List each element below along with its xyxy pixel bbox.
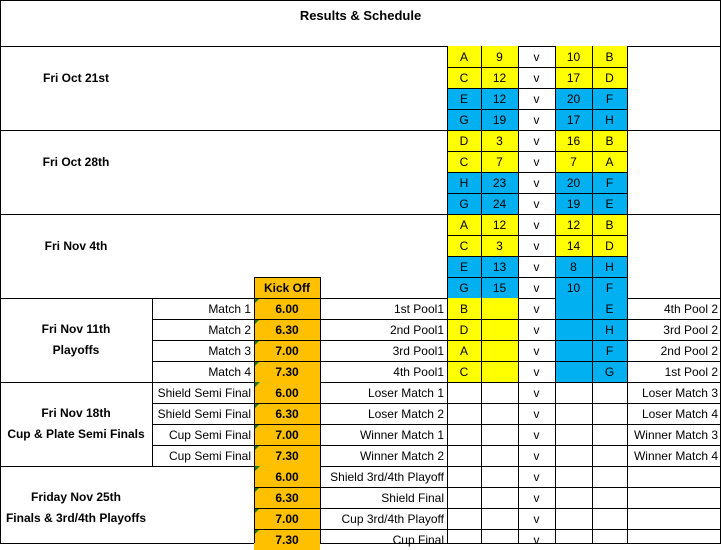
home-score xyxy=(481,424,518,445)
home-description: Cup Final xyxy=(392,532,444,547)
kickoff-time: 6.30 xyxy=(254,319,320,340)
home-score xyxy=(481,382,518,403)
finals-grid-line xyxy=(518,298,519,543)
vs-label: v xyxy=(533,364,540,379)
vs-label: v xyxy=(533,532,540,547)
vs-label: v xyxy=(533,49,540,64)
home-score xyxy=(481,466,518,487)
finals-row-line xyxy=(254,529,721,530)
away-team: B xyxy=(592,46,627,67)
away-score: 8 xyxy=(555,256,592,277)
finals-grid-line xyxy=(152,298,153,466)
finals-grid-line xyxy=(555,298,556,543)
round-date-line: Cup & Plate Semi Finals xyxy=(7,427,145,441)
round-date: Fri Oct 21st xyxy=(42,71,110,85)
away-team: B xyxy=(592,130,627,151)
home-team: E xyxy=(447,88,481,109)
home-description: 2nd Pool1 xyxy=(389,322,444,337)
home-score xyxy=(481,340,518,361)
round-date xyxy=(0,318,152,362)
away-score xyxy=(555,424,592,445)
vs-label: v xyxy=(533,511,540,526)
away-team xyxy=(592,529,627,550)
away-team: H xyxy=(592,319,627,340)
home-score: 3 xyxy=(481,235,518,256)
score-row-line xyxy=(447,67,628,68)
away-team: E xyxy=(592,298,627,319)
sheet-title: Results & Schedule xyxy=(299,7,422,23)
home-score xyxy=(481,319,518,340)
round-date-line: Fri Nov 18th xyxy=(41,406,111,420)
home-score: 23 xyxy=(481,172,518,193)
home-description: Loser Match 2 xyxy=(367,406,444,421)
home-description: 3rd Pool1 xyxy=(392,343,444,358)
vs-label: v xyxy=(533,406,540,421)
round-date: Fri Oct 28th xyxy=(42,155,110,169)
home-description: Shield 3rd/4th Playoff xyxy=(330,469,444,484)
vs-label: v xyxy=(533,385,540,400)
away-score: 20 xyxy=(555,172,592,193)
away-score xyxy=(555,487,592,508)
away-team: H xyxy=(592,109,627,130)
home-team xyxy=(447,382,481,403)
vs-label: v xyxy=(533,133,540,148)
score-row-line xyxy=(447,151,628,152)
away-score xyxy=(555,382,592,403)
round-date xyxy=(0,402,152,446)
vs-label: v xyxy=(533,217,540,232)
home-team: A xyxy=(447,46,481,67)
home-team: C xyxy=(447,67,481,88)
home-score: 9 xyxy=(481,46,518,67)
away-score: 7 xyxy=(555,151,592,172)
round-date-line: Finals & 3rd/4th Playoffs xyxy=(5,511,147,525)
vs-label: v xyxy=(533,490,540,505)
finals-grid-line xyxy=(320,298,321,543)
home-team: G xyxy=(447,109,481,130)
kickoff-time: 6.30 xyxy=(254,403,320,424)
away-score xyxy=(555,445,592,466)
away-team: A xyxy=(592,151,627,172)
away-team: D xyxy=(592,235,627,256)
away-description: 2nd Pool 2 xyxy=(660,343,718,358)
home-score xyxy=(481,298,518,319)
score-row-line xyxy=(447,172,628,173)
home-description: Winner Match 2 xyxy=(359,448,444,463)
match-label: Cup Semi Final xyxy=(168,448,251,463)
score-row-line xyxy=(447,130,628,131)
score-row-line xyxy=(447,235,628,236)
home-team: A xyxy=(447,214,481,235)
away-score: 19 xyxy=(555,193,592,214)
away-team xyxy=(592,445,627,466)
home-team: B xyxy=(447,298,481,319)
score-row-line xyxy=(447,277,628,278)
away-team xyxy=(592,508,627,529)
finals-row-line xyxy=(152,445,721,446)
home-team xyxy=(447,487,481,508)
match-label: Match 3 xyxy=(208,343,251,358)
away-score xyxy=(555,403,592,424)
vs-label: v xyxy=(533,112,540,127)
home-team: E xyxy=(447,256,481,277)
away-team: E xyxy=(592,193,627,214)
away-description: 1st Pool 2 xyxy=(664,364,718,379)
home-score xyxy=(481,361,518,382)
vs-label: v xyxy=(533,343,540,358)
away-description: Winner Match 3 xyxy=(633,427,718,442)
home-team: C xyxy=(447,235,481,256)
home-team xyxy=(447,403,481,424)
vs-label: v xyxy=(533,154,540,169)
home-score xyxy=(481,529,518,550)
away-score: 10 xyxy=(555,46,592,67)
home-score xyxy=(481,487,518,508)
home-description: Winner Match 1 xyxy=(359,427,444,442)
home-score: 12 xyxy=(481,214,518,235)
away-description: 4th Pool 2 xyxy=(663,301,718,316)
finals-row-line xyxy=(152,340,721,341)
home-score: 12 xyxy=(481,88,518,109)
home-team xyxy=(447,445,481,466)
vs-label: v xyxy=(533,280,540,295)
away-score: 20 xyxy=(555,88,592,109)
away-score xyxy=(555,529,592,550)
home-team: C xyxy=(447,151,481,172)
away-description: Winner Match 4 xyxy=(633,448,718,463)
home-score: 3 xyxy=(481,130,518,151)
kickoff-time: 7.00 xyxy=(254,424,320,445)
score-row-line xyxy=(447,109,628,110)
score-row-line xyxy=(447,256,628,257)
finals-grid-line xyxy=(254,298,255,543)
vs-label: v xyxy=(533,427,540,442)
match-label: Match 4 xyxy=(208,364,251,379)
home-team: G xyxy=(447,277,481,298)
home-description: Cup 3rd/4th Playoff xyxy=(341,511,444,526)
away-description: 3rd Pool 2 xyxy=(663,322,718,337)
away-score: 17 xyxy=(555,109,592,130)
away-team: G xyxy=(592,361,627,382)
home-score: 13 xyxy=(481,256,518,277)
kickoff-time: 7.30 xyxy=(254,529,320,550)
round-date-line: Fri Nov 11th xyxy=(41,322,111,336)
finals-row-line xyxy=(254,487,721,488)
home-description: 4th Pool1 xyxy=(393,364,444,379)
away-score: 16 xyxy=(555,130,592,151)
kickoff-time: 7.30 xyxy=(254,445,320,466)
home-team: C xyxy=(447,361,481,382)
kickoff-time: 7.00 xyxy=(254,340,320,361)
away-team: F xyxy=(592,172,627,193)
vs-label: v xyxy=(533,469,540,484)
home-score: 7 xyxy=(481,151,518,172)
match-label: Cup Semi Final xyxy=(168,427,251,442)
away-team: D xyxy=(592,67,627,88)
away-score xyxy=(555,319,592,340)
match-label: Match 1 xyxy=(208,301,251,316)
vs-label: v xyxy=(533,301,540,316)
home-team xyxy=(447,529,481,550)
kickoff-time: 6.30 xyxy=(254,487,320,508)
round-date-line: Friday Nov 25th xyxy=(30,490,122,504)
home-score: 12 xyxy=(481,67,518,88)
vs-label: v xyxy=(533,196,540,211)
kickoff-time: 6.00 xyxy=(254,466,320,487)
away-description: Loser Match 4 xyxy=(641,406,718,421)
home-score: 24 xyxy=(481,193,518,214)
away-team xyxy=(592,466,627,487)
away-score: 17 xyxy=(555,67,592,88)
round-date xyxy=(0,486,152,530)
home-description: Loser Match 1 xyxy=(367,385,444,400)
away-team: F xyxy=(592,277,627,298)
home-score xyxy=(481,403,518,424)
vs-label: v xyxy=(533,175,540,190)
vs-label: v xyxy=(533,259,540,274)
match-label: Shield Semi Final xyxy=(157,385,251,400)
home-team xyxy=(447,424,481,445)
away-team xyxy=(592,403,627,424)
away-score xyxy=(555,361,592,382)
match-label: Match 2 xyxy=(208,322,251,337)
away-team xyxy=(592,424,627,445)
score-row-line xyxy=(447,88,628,89)
kickoff-time: 6.00 xyxy=(254,382,320,403)
home-description: 1st Pool1 xyxy=(393,301,444,316)
away-score: 12 xyxy=(555,214,592,235)
home-team: G xyxy=(447,193,481,214)
away-score xyxy=(555,508,592,529)
away-team: F xyxy=(592,340,627,361)
away-team: B xyxy=(592,214,627,235)
home-team: A xyxy=(447,340,481,361)
finals-grid-line xyxy=(592,298,593,543)
vs-label: v xyxy=(533,70,540,85)
finals-grid-line xyxy=(627,298,628,543)
away-score xyxy=(555,340,592,361)
finals-row-line xyxy=(152,319,721,320)
finals-grid-line xyxy=(481,298,482,543)
home-score xyxy=(481,508,518,529)
vs-label: v xyxy=(533,322,540,337)
away-score: 10 xyxy=(555,277,592,298)
vs-label: v xyxy=(533,238,540,253)
score-row-line xyxy=(447,193,628,194)
away-score: 14 xyxy=(555,235,592,256)
score-row-line xyxy=(447,214,628,215)
away-score xyxy=(555,298,592,319)
home-team: H xyxy=(447,172,481,193)
finals-row-line xyxy=(152,403,721,404)
away-score xyxy=(555,466,592,487)
finals-row-line xyxy=(254,508,721,509)
away-team xyxy=(592,382,627,403)
vs-label: v xyxy=(533,448,540,463)
home-team xyxy=(447,466,481,487)
round-date-line: Playoffs xyxy=(52,343,100,357)
home-score xyxy=(481,445,518,466)
away-team xyxy=(592,487,627,508)
kickoff-time: 6.00 xyxy=(254,298,320,319)
kickoff-time: 7.30 xyxy=(254,361,320,382)
vs-label: v xyxy=(533,91,540,106)
round-date: Fri Nov 4th xyxy=(44,239,108,253)
away-team: F xyxy=(592,88,627,109)
home-score: 19 xyxy=(481,109,518,130)
kickoff-header: Kick Off xyxy=(254,277,320,298)
home-team: D xyxy=(447,319,481,340)
match-label: Shield Semi Final xyxy=(157,406,251,421)
away-description: Loser Match 3 xyxy=(641,385,718,400)
kickoff-time: 7.00 xyxy=(254,508,320,529)
home-description: Shield Final xyxy=(381,490,444,505)
home-team xyxy=(447,508,481,529)
finals-row-line xyxy=(152,424,721,425)
finals-row-line xyxy=(152,361,721,362)
away-team: H xyxy=(592,256,627,277)
finals-grid-line xyxy=(447,298,448,543)
home-score: 15 xyxy=(481,277,518,298)
home-team: D xyxy=(447,130,481,151)
